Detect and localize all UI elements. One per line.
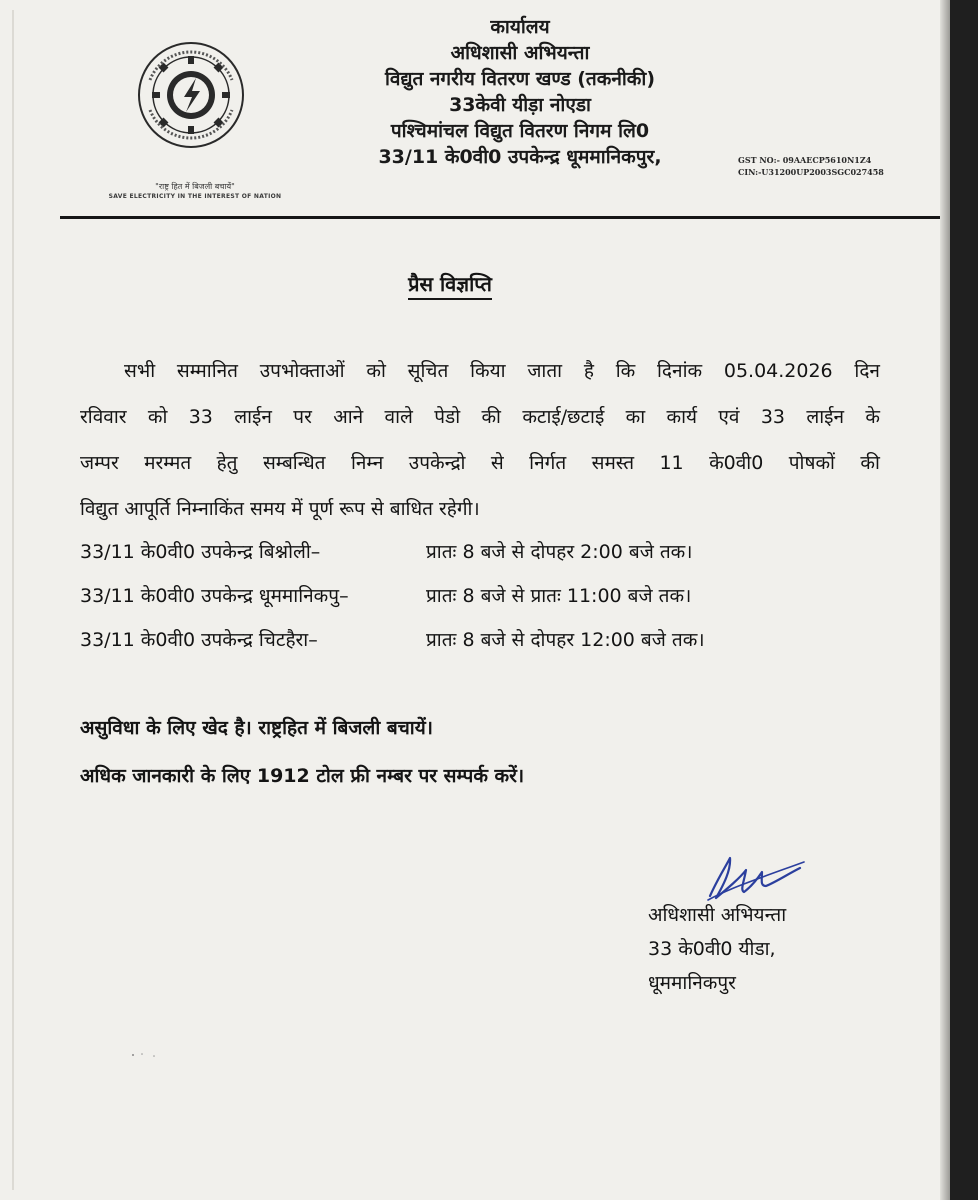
signatory-title: अधिशासी अभियन्ता xyxy=(648,904,787,926)
gst-number: GST NO:- 09AAECP5610N1Z4 xyxy=(738,155,872,165)
letterhead-line: 33/11 के0वी0 उपकेन्द्र धूममानिकपुर, xyxy=(378,146,662,168)
paragraph-word: 33 xyxy=(188,406,213,428)
paragraph-word: निम्न xyxy=(350,452,384,474)
paragraph-line xyxy=(80,486,880,532)
substation-name: 33/11 के0वी0 उपकेन्द्र चिटहैरा– xyxy=(80,629,318,651)
paragraph-word: की xyxy=(481,406,501,428)
substation-row xyxy=(80,626,800,656)
letterhead-line: विद्युत नगरीय वितरण खण्ड (तकनीकी) xyxy=(384,68,656,90)
notice-paragraph xyxy=(80,348,880,532)
paper-specks xyxy=(130,1050,160,1060)
letterhead-line: 33केवी यीड़ा नोएडा xyxy=(449,94,591,116)
substation-row xyxy=(80,582,800,612)
logo-tagline-hindi: "राष्ट्र हित में बिजली बचायें" xyxy=(155,182,235,191)
contact-note: अधिक जानकारी के लिए 1912 टोल फ्री नम्बर पर सम्पर्क करें। xyxy=(80,765,525,787)
substation-name: 33/11 के0वी0 उपकेन्द्र बिश्नोली– xyxy=(80,541,321,563)
paragraph-word: लाईन xyxy=(234,406,272,428)
outage-time: प्रातः 8 बजे से प्रातः 11:00 बजे तक। xyxy=(426,585,692,607)
paragraph-word: जम्पर xyxy=(80,452,119,474)
paragraph-line xyxy=(80,440,880,486)
paragraph-word: पर xyxy=(293,406,312,428)
paragraph-word: आने xyxy=(333,406,364,428)
paragraph-word: एवं xyxy=(718,406,740,428)
signatory-block xyxy=(648,898,908,1000)
paragraph-word: सम्बन्धित xyxy=(262,452,326,474)
paragraph-word: उपकेन्द्रो xyxy=(408,452,466,474)
letterhead-line: कार्यालय xyxy=(490,16,550,38)
paper-edge-shadow xyxy=(940,0,950,1200)
paragraph-word: हेतु xyxy=(216,452,238,474)
paragraph-line xyxy=(80,348,880,394)
logo-tagline xyxy=(70,182,320,202)
header-divider xyxy=(60,216,940,219)
paragraph-word: जाता xyxy=(527,360,563,382)
paragraph-word: रविवार xyxy=(80,406,127,428)
paragraph-word: किया xyxy=(470,360,506,382)
document-title-text: प्रैस विज्ञप्ति xyxy=(408,272,492,300)
paragraph-word: दिन xyxy=(854,360,880,382)
paragraph-word: सभी xyxy=(124,360,156,382)
paragraph-word: कि xyxy=(615,360,636,382)
outage-time: प्रातः 8 बजे से दोपहर 12:00 बजे तक। xyxy=(426,629,705,651)
paragraph-word: समस्त xyxy=(591,452,635,474)
paragraph-word: 33 xyxy=(760,406,785,428)
substation-row xyxy=(80,538,800,568)
letterhead-line: अधिशासी अभियन्ता xyxy=(450,42,590,64)
paragraph-word: लाईन xyxy=(806,406,845,428)
paragraph-word: विद्युत आपूर्ति निम्नाकिंत समय में पूर्ण रूप से बाधित रहेगी। xyxy=(80,498,480,520)
paragraph-word: सम्मानित xyxy=(176,360,238,382)
paragraph-word: को xyxy=(366,360,386,382)
signatory-location: धूममानिकपुर xyxy=(648,972,736,994)
registration-numbers xyxy=(738,154,938,178)
company-logo-emblem xyxy=(136,40,246,150)
letterhead-line: पश्चिमांचल विद्युत वितरण निगम लि0 xyxy=(390,120,650,142)
paragraph-word: सूचित xyxy=(407,360,449,382)
document-title xyxy=(300,270,600,297)
paragraph-word: का xyxy=(625,406,646,428)
paragraph-word: है xyxy=(583,360,594,382)
paragraph-word: से xyxy=(490,452,504,474)
paragraph-word: कटाई/छटाई xyxy=(522,406,605,428)
office-letterhead xyxy=(300,14,740,170)
outage-time: प्रातः 8 बजे से दोपहर 2:00 बजे तक। xyxy=(426,541,693,563)
paragraph-word: कार्य xyxy=(666,406,698,428)
signatory-office: 33 के0वी0 यीडा, xyxy=(648,938,776,960)
cin-number: CIN:-U31200UP2003SGC027458 xyxy=(738,167,884,177)
paragraph-word: की xyxy=(860,452,880,474)
paragraph-word: वाले xyxy=(384,406,413,428)
paragraph-word: 11 xyxy=(659,452,684,474)
paragraph-word: के0वी0 xyxy=(709,452,764,474)
paragraph-word: पोषकों xyxy=(788,452,835,474)
paragraph-word: को xyxy=(147,406,168,428)
substation-name: 33/11 के0वी0 उपकेन्द्र धूममानिकपु– xyxy=(80,585,349,607)
paragraph-word: निर्गत xyxy=(529,452,567,474)
paragraph-word: मरम्मत xyxy=(144,452,192,474)
apology-note: असुविधा के लिए खेद है। राष्ट्रहित में बिजली बचायें। xyxy=(80,717,433,739)
paper-fold-line xyxy=(12,10,14,1190)
paragraph-word: 05.04.2026 xyxy=(723,360,833,382)
paragraph-word: उपभोक्ताओं xyxy=(259,360,345,382)
paragraph-word: दिनांक xyxy=(657,360,703,382)
logo-tagline-english: SAVE ELECTRICITY IN THE INTEREST OF NATION xyxy=(108,193,282,200)
paragraph-word: पेडो xyxy=(434,406,461,428)
paragraph-line xyxy=(80,394,880,440)
paragraph-word: के xyxy=(865,406,880,428)
